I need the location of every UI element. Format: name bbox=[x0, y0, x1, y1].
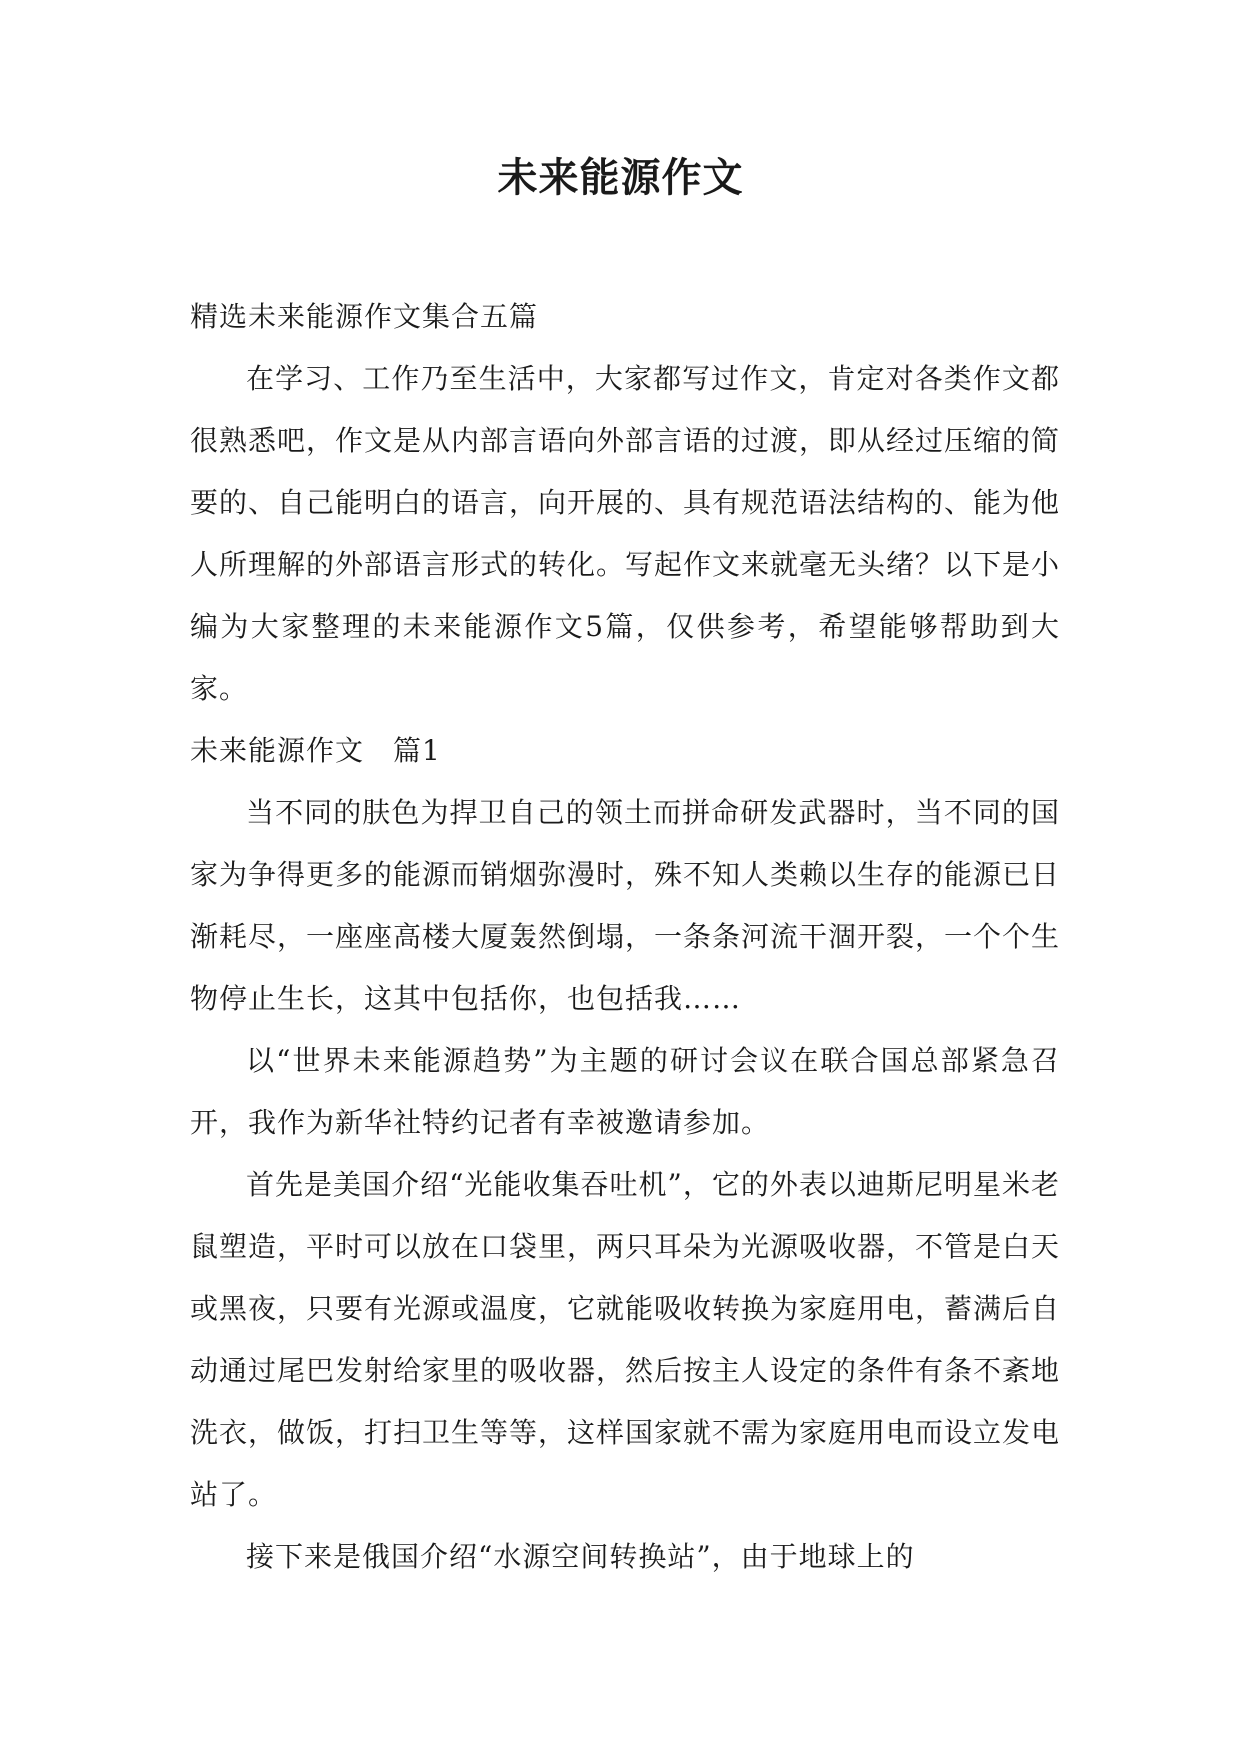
document-body bbox=[190, 286, 1060, 1588]
section-heading: 未来能源作文 篇1 bbox=[190, 734, 441, 767]
intro-paragraph: 在学习、工作乃至生活中，大家都写过作文，肯定对各类作文都很熟悉吧，作文是从内部言语向外部言语的过渡，即从经过压缩的简要的、自己能明白的语言，向开展的、具有规范语法结构的、能为他人所理解的外部语言形式的转化。写起作文来就毫无头绪？以下是小编为大家整理的未来能源作文5篇，仅供参考，希望能够帮助到大家。 bbox=[190, 362, 1061, 705]
document-subtitle: 精选未来能源作文集合五篇 bbox=[190, 300, 539, 333]
body-paragraph: 首先是美国介绍“光能收集吞吐机”，它的外表以迪斯尼明星米老鼠塑造，平时可以放在口袋里，两只耳朵为光源吸收器，不管是白天或黑夜，只要有光源或温度，它就能吸收转换为家庭用电，蓄满后自动通过尾巴发射给家里的吸收器，然后按主人设定的条件有条不紊地洗衣，做饭，打扫卫生等等，这样国家就不需为家庭用电而设立发电站了。 bbox=[190, 1168, 1061, 1511]
body-paragraph: 接下来是俄国介绍“水源空间转换站”，由于地球上的 bbox=[246, 1540, 915, 1573]
body-paragraph: 当不同的肤色为捍卫自己的领土而拼命研发武器时，当不同的国家为争得更多的能源而销烟弥漫时，殊不知人类赖以生存的能源已日渐耗尽，一座座高楼大厦轰然倒塌，一条条河流干涸开裂，一个个生物停止生长，这其中包括你，也包括我…… bbox=[190, 796, 1061, 1015]
document-title: 未来能源作文 bbox=[497, 155, 744, 201]
body-paragraph: 以“世界未来能源趋势”为主题的研讨会议在联合国总部紧急召开，我作为新华社特约记者有幸被邀请参加。 bbox=[190, 1044, 1060, 1139]
